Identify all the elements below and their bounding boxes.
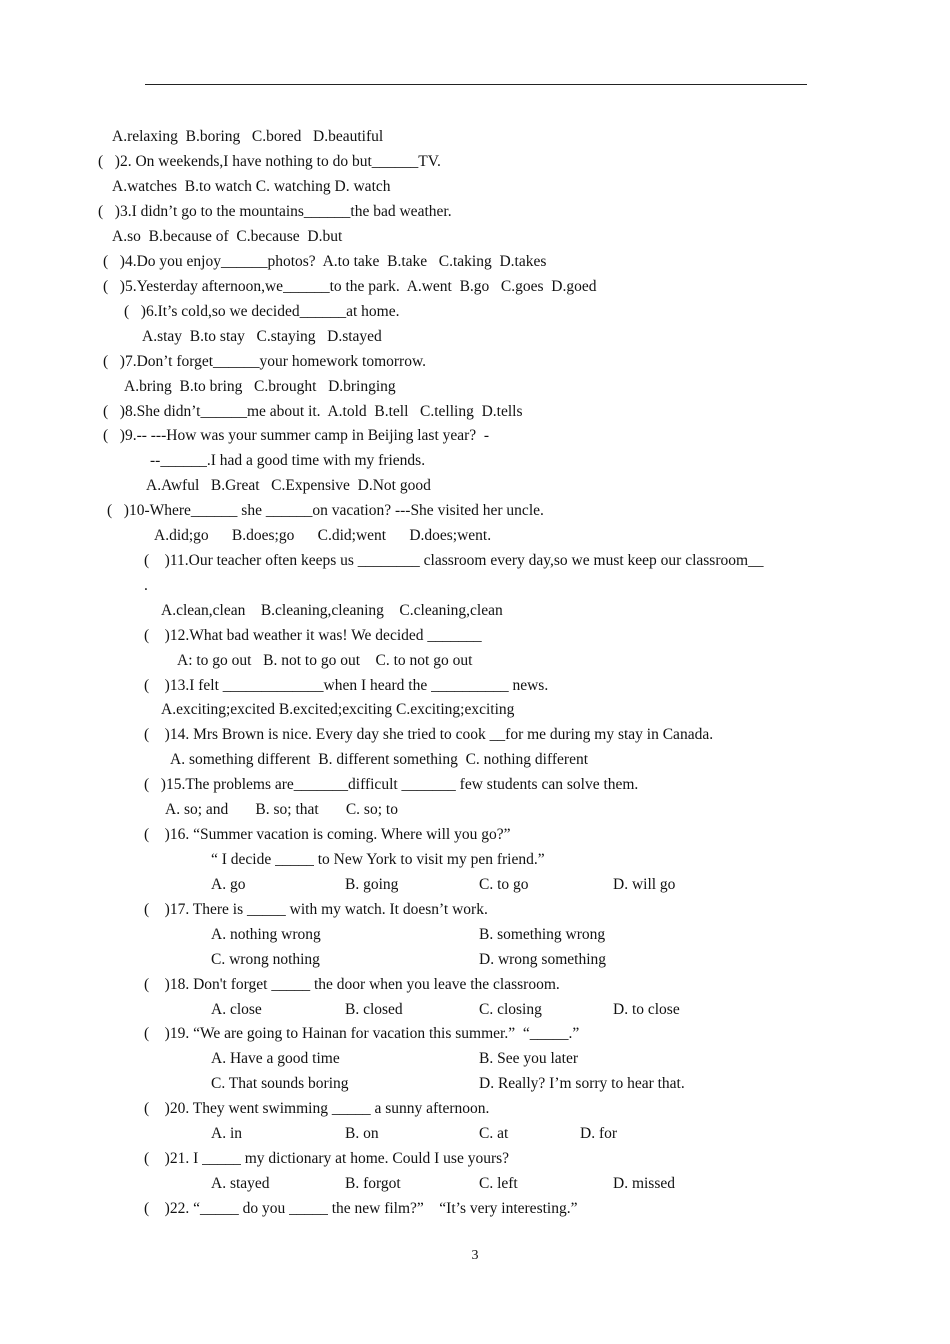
q6-options: A.stay B.to stay C.staying D.stayed — [142, 328, 382, 345]
q16-option-b: B. going — [345, 876, 399, 893]
q21-option-a: A. stayed — [211, 1175, 270, 1192]
question-4: ( )4.Do you enjoy______photos? A.to take B.take C.taking D.takes — [103, 253, 547, 270]
q21-option-d: D. missed — [613, 1175, 675, 1192]
q14-options: A. something different B. different something C. nothing different — [170, 751, 589, 768]
q18-option-a: A. close — [211, 1001, 262, 1018]
question-6: ( )6.It’s cold,so we decided______at home. — [124, 303, 400, 320]
question-15: ( )15.The problems are_______difficult _______ few students can solve them. — [144, 776, 639, 793]
q2-options: A.watches B.to watch C. watching D. watch — [112, 178, 391, 195]
q16-option-c: C. to go — [479, 876, 529, 893]
q16-option-d: D. will go — [613, 876, 676, 893]
q20-option-c: C. at — [479, 1125, 509, 1142]
question-5: ( )5.Yesterday afternoon,we______to the park. A.went B.go C.goes D.goed — [103, 278, 597, 295]
question-9: ( )9.-- ---How was your summer camp in Beijing last year? - — [103, 427, 490, 444]
q11-options: A.clean,clean B.cleaning,cleaning C.cleaning,clean — [161, 602, 503, 619]
q17-option-d: D. wrong something — [479, 951, 607, 968]
q17-option-c: C. wrong nothing — [211, 951, 320, 968]
q20-option-d: D. for — [580, 1125, 618, 1142]
question-22: ( )22. “_____ do you _____ the new film?” “It’s very interesting.” — [144, 1200, 578, 1217]
q7-options: A.bring B.to bring C.brought D.bringing — [124, 378, 396, 395]
q18-option-c: C. closing — [479, 1001, 542, 1018]
question-2: ( )2. On weekends,I have nothing to do but______TV. — [98, 153, 441, 170]
q16-option-a: A. go — [211, 876, 246, 893]
question-11: ( )11.Our teacher often keeps us ________ classroom every day,so we must keep our classroom__ — [144, 552, 764, 569]
header-rule — [145, 84, 807, 85]
q19-option-c: C. That sounds boring — [211, 1075, 349, 1092]
question-17: ( )17. There is _____ with my watch. It doesn’t work. — [144, 901, 488, 918]
question-18: ( )18. Don't forget _____ the door when you leave the classroom. — [144, 976, 560, 993]
q21-option-c: C. left — [479, 1175, 518, 1192]
q9-options: A.Awful B.Great C.Expensive D.Not good — [146, 477, 431, 494]
q17-option-b: B. something wrong — [479, 926, 606, 943]
q21-option-b: B. forgot — [345, 1175, 401, 1192]
q17-option-a: A. nothing wrong — [211, 926, 321, 943]
question-8: ( )8.She didn’t______me about it. A.told B.tell C.telling D.tells — [103, 403, 523, 420]
q3-options: A.so B.because of C.because D.but — [112, 228, 343, 245]
question-14: ( )14. Mrs Brown is nice. Every day she tried to cook __for me during my stay in Canada. — [144, 726, 714, 743]
question-21: ( )21. I _____ my dictionary at home. Could I use yours? — [144, 1150, 510, 1167]
question-13: ( )13.I felt _____________when I heard the __________ news. — [144, 677, 549, 694]
q19-option-a: A. Have a good time — [211, 1050, 340, 1067]
page-number: 3 — [471, 1248, 479, 1263]
q12-options: A: to go out B. not to go out C. to not go out — [177, 652, 473, 669]
question-7: ( )7.Don’t forget______your homework tomorrow. — [103, 353, 427, 370]
question-19: ( )19. “We are going to Hainan for vacation this summer.” “_____.” — [144, 1025, 580, 1042]
q19-option-d: D. Really? I’m sorry to hear that. — [479, 1075, 685, 1092]
question-20: ( )20. They went swimming _____ a sunny afternoon. — [144, 1100, 490, 1117]
q1-options: A.relaxing B.boring C.bored D.beautiful — [112, 128, 384, 145]
question-10: ( )10-Where______ she ______on vacation? ---She visited her uncle. — [107, 502, 544, 519]
q10-options: A.did;go B.does;go C.did;went D.does;went. — [154, 527, 492, 544]
question-12: ( )12.What bad weather it was! We decided _______ — [144, 627, 482, 644]
q13-options: A.exciting;excited B.excited;exciting C.exciting;exciting — [161, 701, 515, 718]
q19-option-b: B. See you later — [479, 1050, 579, 1067]
q20-option-a: A. in — [211, 1125, 242, 1142]
q11-continuation: . — [144, 577, 148, 594]
q9-response: --______.I had a good time with my friends. — [150, 452, 426, 469]
question-3: ( )3.I didn’t go to the mountains______the bad weather. — [98, 203, 452, 220]
q16-response: “ I decide _____ to New York to visit my pen friend.” — [211, 851, 545, 868]
question-16: ( )16. “Summer vacation is coming. Where will you go?” — [144, 826, 511, 843]
q20-option-b: B. on — [345, 1125, 379, 1142]
q18-option-b: B. closed — [345, 1001, 403, 1018]
q18-option-d: D. to close — [613, 1001, 680, 1018]
q15-options: A. so; and B. so; that C. so; to — [165, 801, 398, 818]
